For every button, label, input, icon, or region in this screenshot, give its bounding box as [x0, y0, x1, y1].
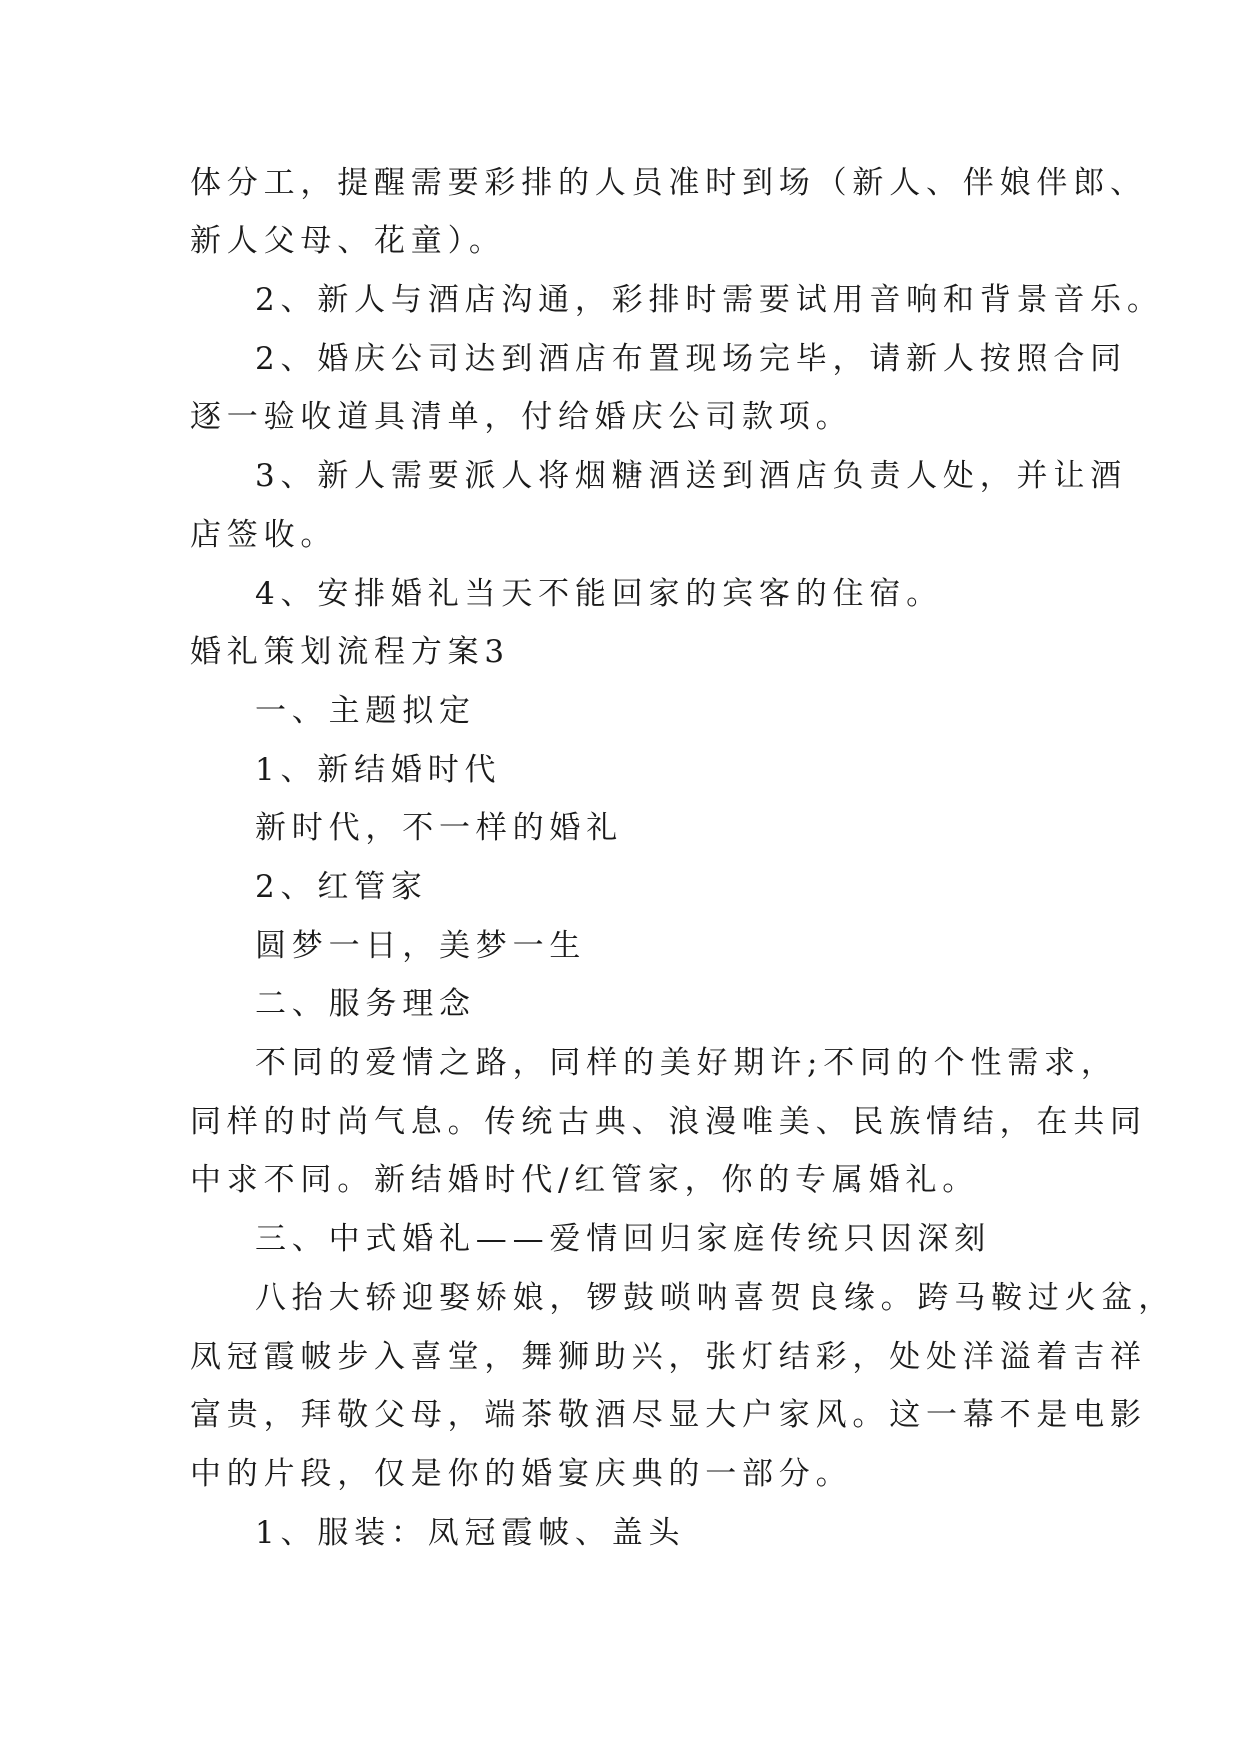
section-heading: 婚礼策划流程方案3	[190, 634, 510, 670]
text-line: 凤冠霞帔步入喜堂，舞狮助兴，张灯结彩，处处洋溢着吉祥	[190, 1339, 1147, 1375]
text-line: 八抬大轿迎娶娇娘，锣鼓唢呐喜贺良缘。跨马鞍过火盆，	[255, 1280, 1175, 1316]
text-line: 4、安排婚礼当天不能回家的宾客的住宿。	[255, 576, 943, 612]
text-line: 2、红管家	[255, 869, 428, 905]
text-line: 新时代，不一样的婚礼	[255, 810, 623, 846]
text-line: 体分工，提醒需要彩排的人员准时到场（新人、伴娘伴郎、	[190, 165, 1147, 201]
text-line: 同样的时尚气息。传统古典、浪漫唯美、民族情结，在共同	[190, 1104, 1147, 1140]
text-line: 1、新结婚时代	[255, 752, 502, 788]
text-line: 中的片段，仅是你的婚宴庆典的一部分。	[190, 1456, 853, 1492]
text-line: 一、主题拟定	[255, 693, 476, 729]
text-line: 店签收。	[190, 517, 338, 553]
text-line: 2、新人与酒店沟通，彩排时需要试用音响和背景音乐。	[255, 282, 1164, 318]
text-line: 2、婚庆公司达到酒店布置现场完毕，请新人按照合同	[255, 341, 1127, 377]
text-line: 富贵，拜敬父母，端茶敬酒尽显大户家风。这一幕不是电影	[190, 1397, 1147, 1433]
text-line: 新人父母、花童）。	[190, 223, 506, 259]
text-line: 不同的爱情之路，同样的美好期许;不同的个性需求，	[255, 1045, 1118, 1081]
text-line: 圆梦一日，美梦一生	[255, 928, 587, 964]
text-line: 3、新人需要派人将烟糖酒送到酒店负责人处，并让酒	[255, 458, 1127, 494]
text-line: 逐一验收道具清单，付给婚庆公司款项。	[190, 399, 853, 435]
text-line: 二、服务理念	[255, 986, 476, 1022]
text-line: 1、服装：凤冠霞帔、盖头	[255, 1515, 686, 1551]
text-line: 三、中式婚礼——爱情回归家庭传统只因深刻	[255, 1221, 991, 1257]
text-line: 中求不同。新结婚时代/红管家，你的专属婚礼。	[190, 1162, 980, 1198]
